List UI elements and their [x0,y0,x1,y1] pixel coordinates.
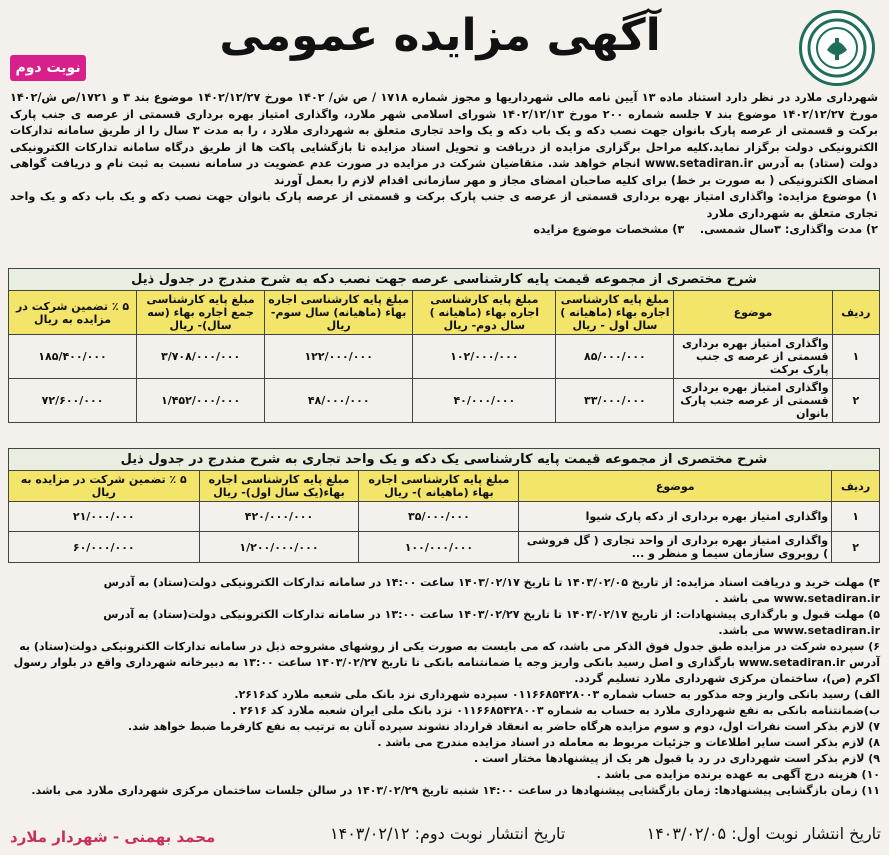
table-row [9,379,880,423]
municipality-logo-icon [799,10,875,86]
table-header-cell: مبلغ پایه کارشناسی اجاره بهاء (ماهیانه )- ریال [359,471,519,502]
note-item: ۵) مهلت قبول و بارگذاری پیشنهادات: از تاریخ ۱۴۰۳/۰۲/۱۷ تا تاریخ ۱۴۰۳/۰۲/۲۷ ساعت ۱۳:۰۰ در سامانه تدارکات الکترونیکی دولت(ستاد) به آدرس www.setadiran.ir می باشد. [103,608,880,637]
table-cell: واگذاری امتیاز بهره برداری از واحد تجاری ( گل فروشی ) روبروی سازمان سیما و منظر و ... [519,532,832,563]
signature: محمد بهمنی - شهردار ملارد [10,828,216,846]
table-cell: ۶۰/۰۰۰/۰۰۰ [9,532,200,563]
note-item: ۶) سپرده شرکت در مزایده طبق جدول فوق الذکر می باشد، که می بایست به صورت یکی از روشهای مشروحه ذیل در سامانه تدارکات الکترونیکی دولت(ستاد) به آدرس www.setadiran.ir بارگذاری و اصل رسید بانکی واریز وجه یا ضمانتنامه بانکی تا تاریخ ۱۴۰۳/۰۲/۲۷ ساعت ۱۳:۰۰ به دبیرخانه شهرداری واقع در بلوار رسول اکرم (ص)، ساختمان مرکزی شهرداری ملارد تسلیم گردد. [13,640,880,685]
note-item: ب)ضمانتنامه بانکی به نفع شهرداری ملارد به حساب به شماره ۰۱۱۶۶۸۵۴۲۸۰۰۳ نزد بانک ملی ایران شعبه ملارد کد ۲۶۱۶ . [232,704,880,717]
table-cell: واگذاری امتیاز بهره برداری از دکه پارک شیوا [519,502,832,532]
page-title: آگهی مزایده عمومی [219,10,661,61]
table-cell: ۱۰۰/۰۰۰/۰۰۰ [359,532,519,563]
intro-paragraph: شهرداری ملارد در نظر دارد استناد ماده ۱۳ آیین نامه مالی شهرداریها و مجوز شماره ۱۷۱۸ / ص ش/ ۱۴۰۲ مورخ ۱۴۰۲/۱۲/۲۷ موضوع بند ۳ و ۱۷۲۱/ص ش/۱۴۰۲ مورخ ۱۴۰۲/۱۲/۲۷ موضوع بند ۷ جلسه شماره ۲۰۰ مورخ ۱۴۰۲/۱۲/۱۳ شورای اسلامی شهر ملارد، واگذاری امتیاز بهره برداری قسمتی از عرصه ی جنب پارک برکت و قسمتی از عرصه پارک بانوان جهت نصب دکه و یک باب دکه و یک واحد تجاری متعلق به شهرداری ملارد ، را به مدت ۳ سال را از طریق سامانه تدارکات الکترونیکی دولت برگزار نماید.کلیه مراحل برگزاری مزایده از دریافت و تحویل اسناد مزایده تا بازگشایی پاکت ها از طریق درگاه سامانه تدارکات الکترونیکی دولت (ستاد) به آدرس www.setadiran.ir انجام خواهد شد. متقاضیان شرکت در مزایده در صورت عدم عضویت در سامانه نسبت به ثبت نام و دریافت گواهی امضای الکترونیکی ( به صورت بر خط) برای کلیه صاحبان امضای مجاز و مهر سازمانی اقدام لازم را بعمل آورند [10,91,879,187]
table-cell: ۱۲۲/۰۰۰/۰۰۰ [265,335,413,379]
table-cell: ۳۳/۰۰۰/۰۰۰ [556,379,674,423]
notes-section [10,575,880,799]
table-header-cell: مبلغ پایه کارشناسی اجاره بهاء (ماهیانه ) سال اول - ریال [556,291,674,335]
table-cell: واگذاری امتیاز بهره برداری قسمتی از عرصه ی جنب پارک برکت [674,335,832,379]
table-cell: ۷۲/۶۰۰/۰۰۰ [9,379,137,423]
table-cell: ۳۵/۰۰۰/۰۰۰ [359,502,519,532]
table-row [9,335,880,379]
table-header-cell: مبلغ پایه کارشناسی اجاره بهاء(یک سال اول)- ریال [199,471,359,502]
table-cell: ۳/۷۰۸/۰۰۰/۰۰۰ [137,335,265,379]
table-cell: ۴۸/۰۰۰/۰۰۰ [265,379,413,423]
table-header-cell: مبلغ پایه کارشناسی جمع اجاره بهاء (سه سال)- ریال [137,291,265,335]
note-item: ۸) لازم بذکر است سایر اطلاعات و جزئیات مربوط به معامله در اسناد مزایده مندرج می باشد . [377,736,880,749]
table-cell: ۲ [832,379,879,423]
intro-section [10,90,878,239]
table-booth-land [8,268,880,423]
table-header-cell: مبلغ پایه کارشناسی اجاره بهاء (ماهیانه) سال سوم- ریال [265,291,413,335]
table-row [9,532,880,563]
edition-badge: نوبت دوم [10,55,86,81]
note-item: ۱۱) زمان بازگشایی پیشنهادها: زمان بازگشایی پیشنهادها در ساعت ۱۴:۰۰ شنبه تاریخ ۱۴۰۳/۰۲/۲۹ در سالن جلسات ساختمان مرکزی شهرداری ملارد می باشد. [31,784,880,797]
second-publication-date: تاریخ انتشار نوبت دوم: ۱۴۰۳/۰۲/۱۲ [330,824,566,843]
table-cell: ۱/۴۵۲/۰۰۰/۰۰۰ [137,379,265,423]
table-cell: ۲ [832,532,880,563]
table-cell: ۴۰/۰۰۰/۰۰۰ [413,379,556,423]
table-cell: ۱ [832,335,879,379]
table-header-cell: مبلغ پایه کارشناسی اجاره بهاء (ماهیانه ) سال دوم- ریال [413,291,556,335]
first-publication-date: تاریخ انتشار نوبت اول: ۱۴۰۳/۰۲/۰۵ [646,824,881,843]
table-cell: ۱/۲۰۰/۰۰۰/۰۰۰ [199,532,359,563]
table-row [9,502,880,532]
table-cell: واگذاری امتیاز بهره برداری قسمتی از عرصه جنب پارک بانوان [674,379,832,423]
table-cell: ۴۲۰/۰۰۰/۰۰۰ [199,502,359,532]
table-header-cell: ۵ ٪ تضمین شرکت در مزایده به ریال [9,471,200,502]
note-item: ۹) لازم بذکر است شهرداری در رد یا قبول هر یک از پیشنهادها مختار است . [473,752,880,765]
table2-caption: شرح مختصری از مجموعه قیمت پایه کارشناسی یک دکه و یک واحد تجاری به شرح مندرج در جدول ذیل [8,448,880,470]
table-cell: ۱۸۵/۴۰۰/۰۰۰ [9,335,137,379]
note-item: الف) رسید بانکی واریز وجه مذکور به حساب شماره ۰۱۱۶۶۸۵۴۲۸۰۰۳ سپرده شهرداری نزد بانک ملی شعبه ملارد کد۲۶۱۶. [234,688,880,701]
item-duration: ۲) مدت واگذاری: ۳سال شمسی. ۳) مشخصات موضوع مزایده [533,223,878,236]
table-header-cell: ردیف [832,291,879,335]
note-item: ۷) لازم بذکر است نفرات اول، دوم و سوم مزایده هرگاه حاضر به انعقاد قرارداد نشوند سپرده آنان به ترتیب به نفع کارفرما ضبط خواهد شد. [128,720,880,733]
table-cell: ۱ [832,502,880,532]
table-booth-shop [8,448,880,563]
table1-caption: شرح مختصری از مجموعه قیمت پایه کارشناسی عرصه جهت نصب دکه به شرح مندرج در جدول ذیل [8,268,880,290]
note-item: ۱۰) هزینه درج آگهی به عهده برنده مزایده می باشد . [596,768,880,781]
table-cell: ۱۰۲/۰۰۰/۰۰۰ [413,335,556,379]
table-cell: ۲۱/۰۰۰/۰۰۰ [9,502,200,532]
table-header-cell: ۵ ٪ تضمین شرکت در مزایده به ریال [9,291,137,335]
table-cell: ۸۵/۰۰۰/۰۰۰ [556,335,674,379]
item-subject: ۱) موضوع مزایده: واگذاری امتیاز بهره برداری قسمتی از عرصه ی جنب پارک برکت و قسمتی از عرصه پارک بانوان جهت نصب دکه و یک باب دکه و یک واحد تجاری متعلق به شهرداری ملارد [10,190,878,220]
table-header-cell: موضوع [519,471,832,502]
note-item: ۴) مهلت خرید و دریافت اسناد مزایده: از تاریخ ۱۴۰۳/۰۲/۰۵ تا تاریخ ۱۴۰۳/۰۲/۱۷ ساعت ۱۴:۰۰ در سامانه تدارکات الکترونیکی دولت(ستاد) به آدرس www.setadiran.ir می باشد . [103,576,880,605]
table-header-cell: موضوع [674,291,832,335]
table-header-cell: ردیف [832,471,880,502]
